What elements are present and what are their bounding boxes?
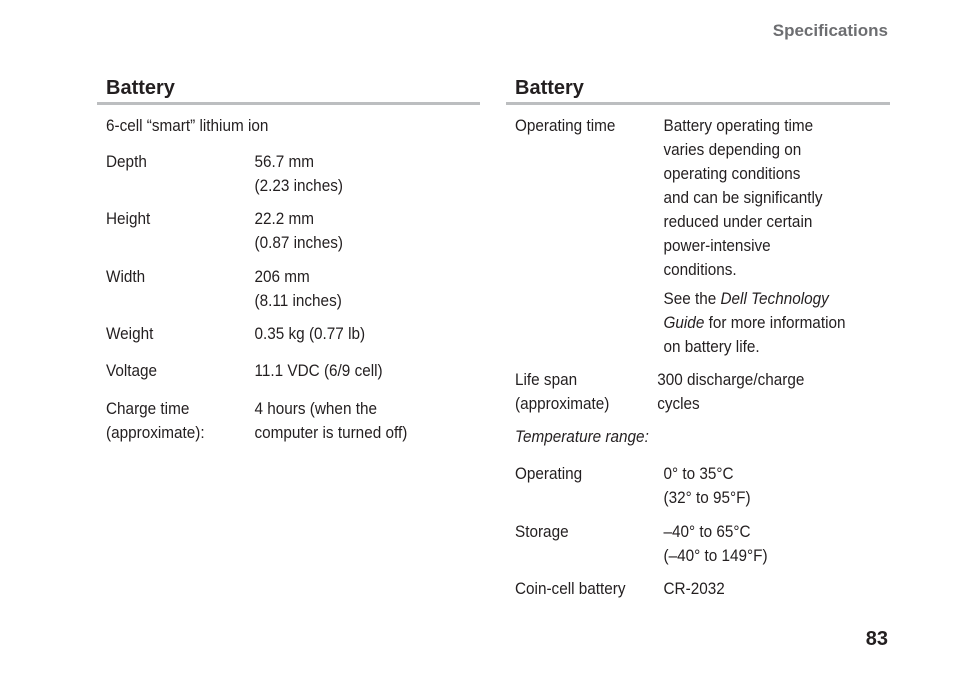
spec-value: 300 discharge/charge cycles	[657, 370, 805, 413]
spec-value: 56.7 mm (2.23 inches)	[254, 152, 343, 195]
spec-value: 22.2 mm (0.87 inches)	[254, 209, 343, 252]
spec-label: Depth	[106, 152, 147, 171]
guide-title: Guide	[663, 313, 705, 332]
running-header: Specifications	[772, 21, 888, 40]
spec-value: 4 hours (when the computer is turned off)	[254, 399, 408, 442]
spec-label: Operating time	[515, 116, 616, 135]
temperature-heading: Temperature range:	[515, 427, 649, 446]
spec-value: Battery operating time varies depending on operating conditions and can be significantly reduced under certain power-intensive conditions.	[663, 116, 823, 279]
spec-label: Operating	[515, 464, 583, 483]
spec-label: Height	[106, 209, 151, 228]
spec-value: CR-2032	[663, 579, 725, 598]
spec-value: 206 mm (8.11 inches)	[254, 267, 342, 310]
spec-value: See the Dell Technology Guide for more information on battery life.	[663, 289, 846, 356]
spec-value: –40° to 65°C (–40° to 149°F)	[663, 522, 768, 565]
spec-label: Coin-cell battery	[515, 579, 626, 598]
spec-label: Life span (approximate)	[515, 370, 610, 413]
spec-value: 0° to 35°C (32° to 95°F)	[663, 464, 751, 507]
spec-label: Weight	[106, 324, 154, 343]
section-title: Battery	[97, 76, 480, 105]
battery-type: 6-cell “smart” lithium ion	[106, 116, 269, 135]
battery-specs-right	[506, 76, 890, 598]
spec-label: Storage	[515, 522, 569, 541]
spec-value: 11.1 VDC (6/9 cell)	[254, 361, 383, 380]
spec-value: 0.35 kg (0.77 lb)	[254, 324, 366, 343]
spec-label: Voltage	[106, 361, 158, 380]
spec-label: Charge time (approximate):	[106, 399, 205, 442]
page-number: 83	[865, 628, 888, 650]
section-title: Battery	[506, 76, 890, 105]
battery-specs-left	[97, 76, 480, 442]
spec-label: Width	[106, 267, 146, 286]
guide-title: Dell Technology	[720, 289, 829, 308]
